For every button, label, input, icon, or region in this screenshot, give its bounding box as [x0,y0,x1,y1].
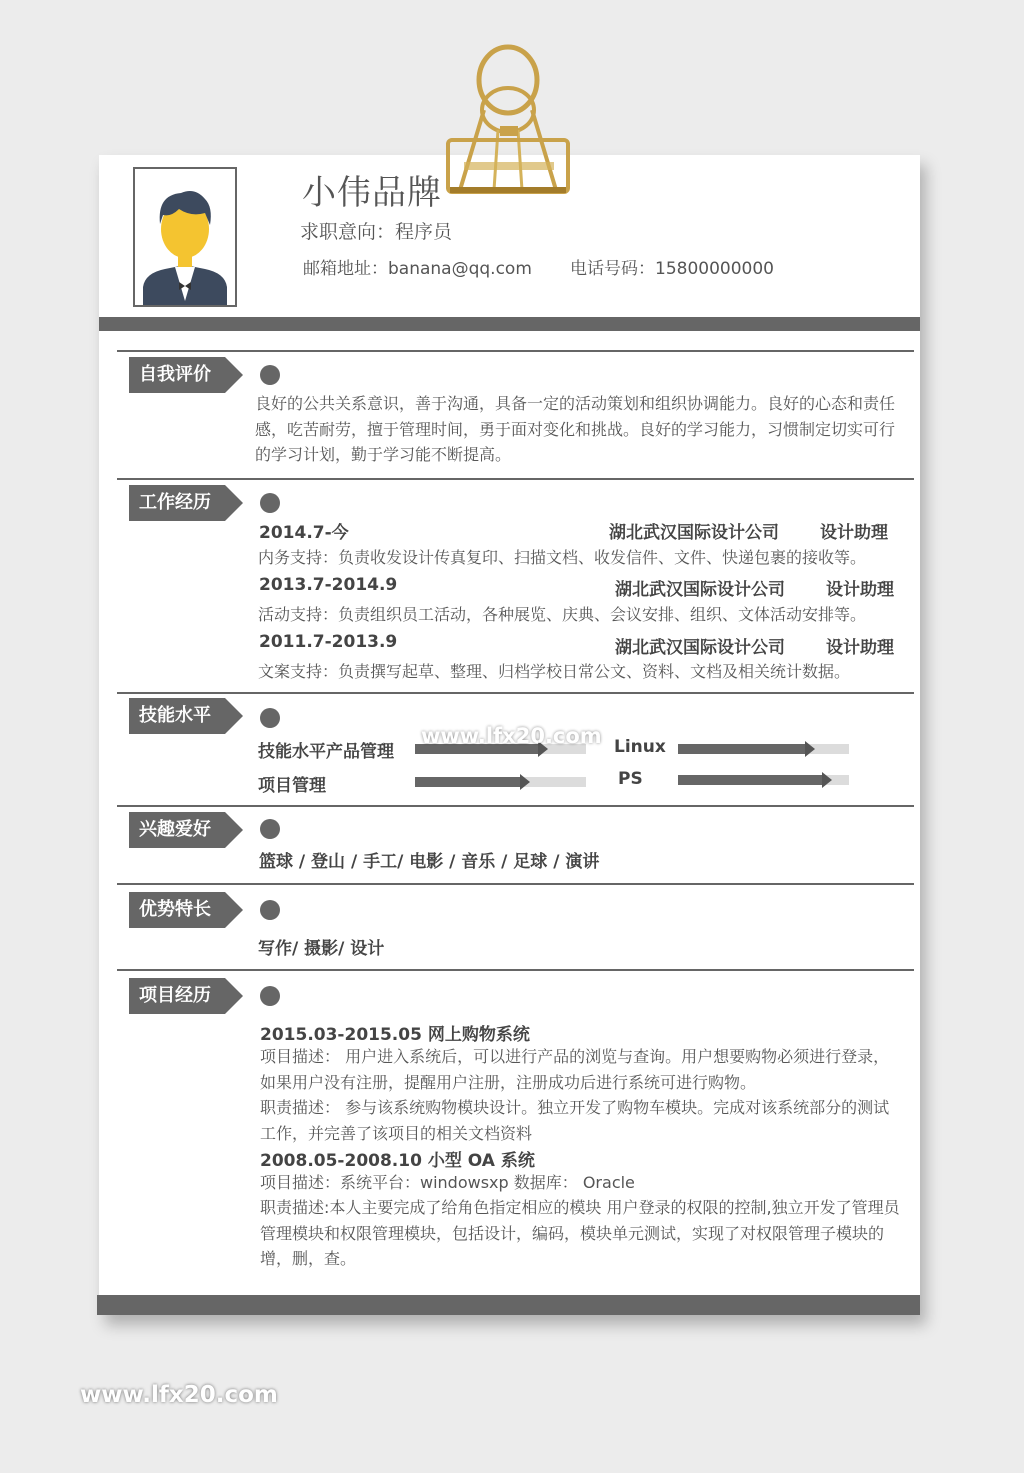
phone-text: 电话号码：15800000000 [570,259,774,279]
self-eval-text: 良好的公共关系意识，善于沟通，具备一定的活动策划和组织协调能力。良好的心态和责任感，吃苦耐劳，擅于管理时间，勇于面对变化和挑战。良好的学习能力，习惯制定切实可行的学习计划，勤于学习能不断提高。 [255,394,896,464]
header-divider-bar [99,317,920,331]
skill-bar-tip [805,741,815,757]
footer-bar [97,1295,920,1315]
project-heading: 2015.03-2015.05 网上购物系统 [260,1025,530,1045]
skill-bar [415,777,586,787]
section-bullet [260,986,280,1006]
skill-name: 技能水平产品管理 [258,742,394,762]
skill-bar [678,775,849,785]
section-rule [117,350,914,352]
section-rule [117,805,914,807]
section-tag-hobbies [129,812,243,848]
work-date: 2011.7-2013.9 [259,632,398,652]
avatar [133,167,237,307]
work-desc: 活动支持：负责组织员工活动，各种展览、庆典、会议安排、组织、文体活动安排等。 [258,605,867,624]
section-bullet [260,493,280,513]
project-duty: 职责描述:本人主要完成了给角色指定相应的模块 用户登录的权限的控制,独立开发了管理员管理模块和权限管理模块，包括设计，编码，模块单元测试，实现了对权限管理子模块的增，删，查。 [260,1198,900,1268]
resume-paper [99,155,920,1315]
section-title-hobbies: 兴趣爱好 [139,819,211,840]
skill-bar-fill [678,775,824,785]
section-title-projects: 项目经历 [139,985,211,1006]
work-company: 湖北武汉国际设计公司 [615,638,785,658]
skill-bar-fill [415,777,522,787]
email-text: 邮箱地址：banana@qq.com [303,259,532,279]
project-description: 项目描述： 用户进入系统后，可以进行产品的浏览与查询。用户想要购物必须进行登录，如果用户没有注册，提醒用户注册，注册成功后进行系统可进行购物。 [260,1047,890,1092]
section-title-work: 工作经历 [139,492,211,513]
binder-clip-icon [440,40,580,210]
project-heading: 2008.05-2008.10 小型 OA 系统 [260,1151,535,1171]
section-bullet [260,708,280,728]
work-role: 设计助理 [820,523,888,543]
section-tag-skills [129,698,243,734]
skill-name: PS [618,769,643,789]
project-description: 项目描述：系统平台：windowsxp 数据库： Oracle [260,1173,635,1192]
section-bullet [260,900,280,920]
strengths-text: 写作/ 摄影/ 设计 [258,939,385,959]
watermark-center: www.lfx20.com [421,724,602,748]
work-company: 湖北武汉国际设计公司 [609,523,779,543]
work-role: 设计助理 [826,638,894,658]
section-title-strengths: 优势特长 [139,899,211,920]
skill-name: Linux [614,737,666,757]
candidate-name: 小伟品牌 [302,173,442,213]
work-company: 湖北武汉国际设计公司 [615,580,785,600]
section-tag-self-eval [129,357,243,393]
work-desc: 文案支持：负责撰写起草、整理、归档学校日常公文、资料、文档及相关统计数据。 [258,662,851,681]
section-tag-work [129,485,243,521]
section-bullet [260,819,280,839]
skill-bar-tip [822,772,832,788]
skill-bar [678,744,849,754]
work-desc: 内务支持：负责收发设计传真复印、扫描文档、收发信件、文件、快递包裹的接收等。 [258,548,867,567]
skill-bar-tip [520,774,530,790]
section-title-skills: 技能水平 [139,705,211,726]
avatar-illustration [135,169,235,305]
section-bullet [260,365,280,385]
section-rule [117,883,914,885]
section-rule [117,969,914,971]
project-duty: 职责描述： 参与该系统购物模块设计。独立开发了购物车模块。完成对该系统部分的测试工作，并完善了该项目的相关文档资料 [260,1098,890,1143]
job-intention: 求职意向：程序员 [300,221,453,243]
hobbies-text: 篮球 / 登山 / 手工/ 电影 / 音乐 / 足球 / 演讲 [259,852,600,872]
section-rule [117,478,914,480]
skill-name: 项目管理 [258,776,326,796]
work-date: 2014.7-今 [259,523,349,543]
skill-bar-fill [678,744,807,754]
work-role: 设计助理 [826,580,894,600]
section-tag-strengths [129,892,243,928]
section-rule [117,692,914,694]
watermark-bottom: www.lfx20.com [80,1382,278,1408]
section-tag-projects [129,978,243,1014]
work-date: 2013.7-2014.9 [259,575,398,595]
section-title-self-eval: 自我评价 [139,364,211,385]
